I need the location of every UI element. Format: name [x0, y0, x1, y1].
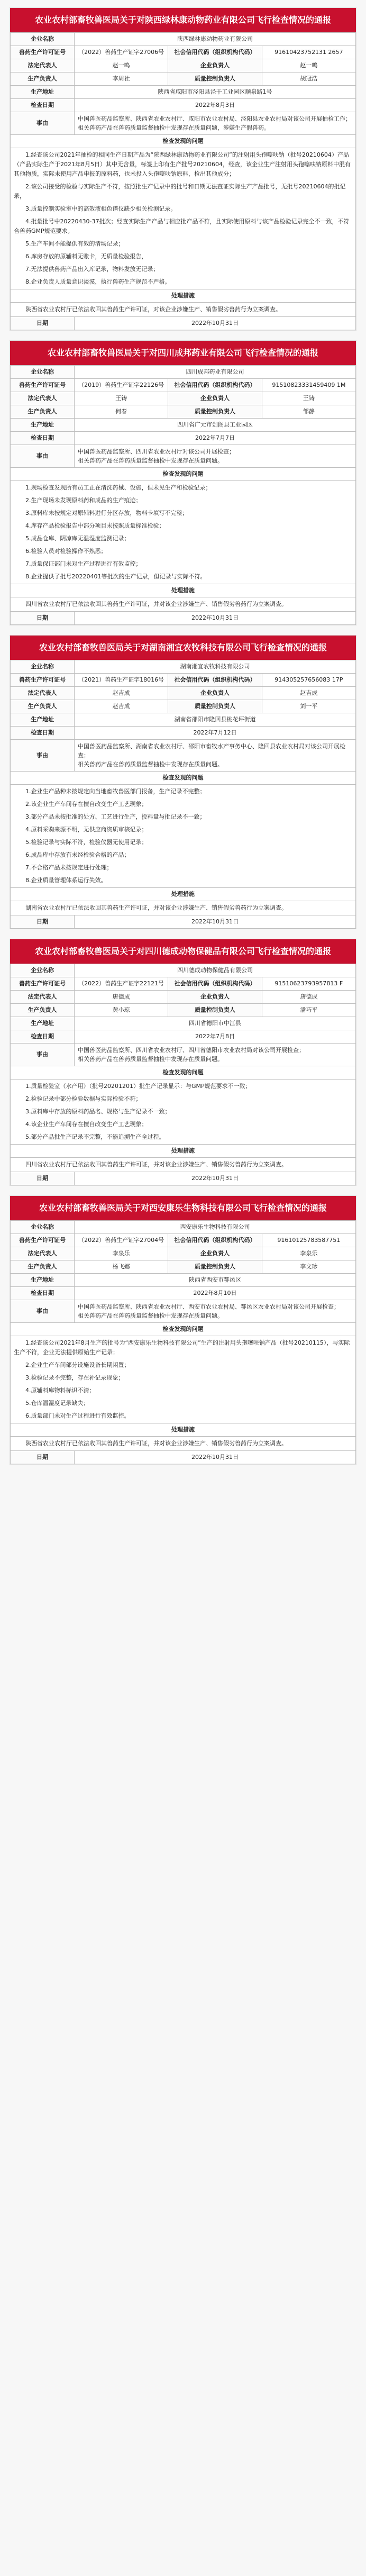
label-address: 生产地址 [11, 1017, 75, 1030]
credit-code: 91610125783587751 [262, 1234, 355, 1247]
reason [75, 1044, 356, 1066]
table-row [11, 1274, 356, 1287]
table-row [11, 1300, 356, 1323]
enterprise-head: 王铸 [262, 392, 355, 405]
label-reason: 事由 [11, 1044, 75, 1066]
label-credit: 社会信用代码（组织机构代码） [168, 977, 262, 991]
label-reason: 事由 [11, 740, 75, 772]
findings-body [11, 785, 356, 888]
report-card [10, 635, 356, 929]
label-reason: 事由 [11, 445, 75, 468]
table-row [11, 1437, 356, 1451]
qc-head: 刘一平 [262, 700, 355, 713]
check-date: 2022年7月8日 [75, 1030, 356, 1044]
table-row [11, 432, 356, 445]
enterprise-head: 李泉乐 [262, 1247, 355, 1260]
credit-code: 91610423752131 2657 [262, 46, 355, 59]
table-row [11, 481, 356, 584]
report-table [10, 365, 356, 625]
label-credit: 社会信用代码（组织机构代码） [168, 379, 262, 392]
label-enterprise-head: 企业负责人 [168, 687, 262, 700]
label-qc-head: 质量控制负责人 [168, 1004, 262, 1017]
qc-head: 潘巧平 [262, 1004, 355, 1017]
table-row [11, 977, 356, 991]
finding-item: 6.检验人员对检验操作不熟悉； [25, 548, 107, 555]
handling-text: 四川省农业农村厅已依法收回其兽药生产许可证，并对该企业涉嫌生产、销售假劣兽药行为立案调查。 [25, 601, 287, 607]
table-row [11, 379, 356, 392]
findings-header: 检查发现的问题 [11, 135, 356, 148]
address: 陕西省西安市鄠邑区 [75, 1274, 356, 1287]
table-row [11, 1260, 356, 1274]
credit-code: 91510623793957813 F [262, 977, 355, 991]
label-company: 企业名称 [11, 964, 75, 977]
table-row [11, 700, 356, 713]
legal-rep: 唐德成 [75, 991, 168, 1004]
finding-item: 3.原料库未按规定对原辅料进行分区存放，物料卡填写不完整； [25, 510, 188, 516]
table-row [11, 612, 356, 625]
credit-code: 91510823331459409 1M [262, 379, 355, 392]
company-name: 湖南湘宜农牧科技有限公司 [75, 660, 356, 674]
report-date: 2022年10月31日 [75, 915, 356, 929]
finding-item: 7.不合格产品未按规定进行处理； [25, 864, 113, 871]
table-row [11, 148, 356, 289]
label-enterprise-head: 企业负责人 [168, 991, 262, 1004]
label-qc-head: 质量控制负责人 [168, 1260, 262, 1274]
label-company: 企业名称 [11, 1221, 75, 1234]
label-company: 企业名称 [11, 660, 75, 674]
table-row [11, 1221, 356, 1234]
table-row [11, 1323, 356, 1336]
table-row [11, 1423, 356, 1437]
label-date: 日期 [11, 915, 75, 929]
handling-body [11, 1158, 356, 1172]
finding-item: 6.库房存放的原辅料无账卡，无质量检验报告， [25, 253, 148, 260]
finding-item: 2.检验记录中部分检验数据与实际检验不符； [25, 1095, 142, 1102]
table-row [11, 59, 356, 72]
table-row [11, 713, 356, 727]
label-permit: 兽药生产许可证号 [11, 674, 75, 687]
handling-header: 处理措施 [11, 1145, 356, 1158]
findings-body [11, 481, 356, 584]
label-address: 生产地址 [11, 419, 75, 432]
finding-item: 8.企业提供了批号20220401等批次的生产记录，但记录与实际不符。 [25, 573, 206, 580]
table-row [11, 289, 356, 303]
findings-body [11, 1336, 356, 1423]
table-row [11, 33, 356, 46]
table-row [11, 468, 356, 481]
label-address: 生产地址 [11, 86, 75, 99]
report-title: 农业农村部畜牧兽医局关于对四川德成动物保健品有限公司飞行检查情况的通报 [10, 939, 356, 964]
handling-text: 湖南省农业农村厅已依法收回其兽药生产许可证，并对该企业涉嫌生产、销售假劣兽药行为立案调查。 [25, 904, 287, 911]
finding-item: 6.质量部门未对生产过程进行有效监控。 [25, 1412, 130, 1419]
finding-item: 5.检验记录与实际不符，检验仪器无使用记录； [25, 839, 148, 846]
table-row [11, 392, 356, 405]
check-date: 2022年8月3日 [75, 99, 356, 112]
report-table [10, 660, 356, 929]
table-row [11, 915, 356, 929]
finding-item: 4.该企业生产车间存在擅自改变生产工艺现象； [25, 1121, 148, 1128]
label-qc-head: 质量控制负责人 [168, 405, 262, 419]
finding-item: 4.原辅料库物料标识不清； [25, 1387, 95, 1394]
legal-rep: 李泉乐 [75, 1247, 168, 1260]
handling-header: 处理措施 [11, 1423, 356, 1437]
reason-line: 相关兽药产品在兽药质量监督抽检中发现存在质量问题。 [78, 457, 223, 464]
label-reason: 事由 [11, 112, 75, 135]
credit-code: 914305257656083 17P [262, 674, 355, 687]
table-row [11, 135, 356, 148]
table-row [11, 405, 356, 419]
report-card [10, 7, 356, 331]
reason-line: 相关兽药产品在兽药质量监督抽检中发现存在质量问题。 [78, 1056, 223, 1063]
reason-line: 相关兽药产品在兽药质量监督抽检中发现存在质量问题，涉嫌生产假兽药。 [78, 124, 270, 131]
label-check-date: 检查日期 [11, 432, 75, 445]
finding-item: 4.原料采购来源不明，无供应商资质审核记录； [25, 826, 148, 833]
finding-item: 2.该企业生产车间存在擅自改变生产工艺现象； [25, 801, 148, 808]
legal-rep: 赵一鸣 [75, 59, 168, 72]
finding-item: 7.无法提供兽药产品出入库记录，物料发放无记录； [25, 266, 159, 273]
table-row [11, 303, 356, 317]
label-production-head: 生产负责人 [11, 1260, 75, 1274]
reason-line: 中国兽医药品监察所、湖南省农业农村厅、邵阳市畜牧水产事务中心、隆回县农业农村局对该公司开展检查； [78, 743, 345, 759]
table-row [11, 687, 356, 700]
label-legal-rep: 法定代表人 [11, 1247, 75, 1260]
table-row [11, 1172, 356, 1185]
report-card [10, 939, 356, 1186]
report-date: 2022年10月31日 [75, 1451, 356, 1464]
permit-no: （2022）兽药生产证字27006号 [75, 46, 168, 59]
label-credit: 社会信用代码（组织机构代码） [168, 674, 262, 687]
reason [75, 445, 356, 468]
table-row [11, 991, 356, 1004]
table-row [11, 674, 356, 687]
table-row [11, 112, 356, 135]
table-row [11, 1451, 356, 1464]
finding-item: 5.成品仓库、阴凉库无温湿度监测记录； [25, 535, 130, 542]
table-row [11, 1287, 356, 1300]
check-date: 2022年8月10日 [75, 1287, 356, 1300]
table-row [11, 1145, 356, 1158]
permit-no: （2022）兽药生产证字27004号 [75, 1234, 168, 1247]
enterprise-head: 唐德成 [262, 991, 355, 1004]
company-name: 四川德成动物保健品有限公司 [75, 964, 356, 977]
label-legal-rep: 法定代表人 [11, 59, 75, 72]
permit-no: （2019）兽药生产证字22126号 [75, 379, 168, 392]
table-row [11, 366, 356, 379]
table-row [11, 1080, 356, 1145]
label-reason: 事由 [11, 1300, 75, 1323]
reason [75, 1300, 356, 1323]
report-title: 农业农村部畜牧兽医局关于对西安康乐生物科技有限公司飞行检查情况的通报 [10, 1196, 356, 1220]
finding-item: 2.该公司接受的检验与实际生产不符，按照批生产记录中的批号和日期无法查证实际生产产品批号，无批号20210604的批记录， [14, 183, 346, 199]
table-row [11, 772, 356, 785]
report-table [10, 964, 356, 1185]
table-row [11, 1017, 356, 1030]
finding-item: 1.现场检查发现所有员工正在清洗药械、设施，但未见生产和检验记录； [25, 484, 212, 491]
reason-line: 相关兽药产品在兽药质量监督抽检中发现存在质量问题。 [78, 761, 223, 768]
production-head: 赵吉成 [75, 700, 168, 713]
finding-item: 4.库存产品检验报告中部分项目未按照质量标准检验； [25, 522, 165, 529]
table-row [11, 445, 356, 468]
legal-rep: 赵吉成 [75, 687, 168, 700]
table-row [11, 785, 356, 888]
table-row [11, 86, 356, 99]
table-row [11, 46, 356, 59]
reason-line: 中国兽医药品监察所、陕西省农业农村厅、咸阳市农业农村局、泾阳县农业农村局对该公司开展抽检工作； [78, 115, 351, 122]
handling-text: 陕西省农业农村厅已依法收回其兽药生产许可证，并对该企业涉嫌生产、销售假劣兽药行为立案调查。 [25, 1440, 287, 1447]
table-row [11, 419, 356, 432]
findings-header: 检查发现的问题 [11, 1323, 356, 1336]
findings-body [11, 148, 356, 289]
permit-no: （2022）兽药生产证字22121号 [75, 977, 168, 991]
handling-header: 处理措施 [11, 289, 356, 303]
report-title: 农业农村部畜牧兽医局关于对湖南湘宜农牧科技有限公司飞行检查情况的通报 [10, 636, 356, 660]
finding-item: 3.检验记录不完整，存在补记录现象； [25, 1374, 124, 1381]
label-enterprise-head: 企业负责人 [168, 59, 262, 72]
table-row [11, 584, 356, 597]
label-permit: 兽药生产许可证号 [11, 977, 75, 991]
handling-header: 处理措施 [11, 888, 356, 901]
label-company: 企业名称 [11, 33, 75, 46]
table-row [11, 888, 356, 901]
company-name: 陕西绿林康动物药业有限公司 [75, 33, 356, 46]
qc-head: 李文珍 [262, 1260, 355, 1274]
label-date: 日期 [11, 1451, 75, 1464]
label-check-date: 检查日期 [11, 1030, 75, 1044]
production-head: 黄小琼 [75, 1004, 168, 1017]
label-qc-head: 质量控制负责人 [168, 700, 262, 713]
table-row [11, 1030, 356, 1044]
label-address: 生产地址 [11, 1274, 75, 1287]
label-production-head: 生产负责人 [11, 72, 75, 86]
reason-line: 中国兽医药品监察所、四川省农业农村厅、四川省德阳市农业农村局对该公司开展检查； [78, 1047, 305, 1054]
table-row [11, 597, 356, 612]
handling-text: 四川省农业农村厅已依法收回其兽药生产许可证，并对该企业涉嫌生产、销售假劣兽药行为立案调查。 [25, 1161, 287, 1168]
table-row [11, 901, 356, 915]
finding-item: 5.部分产品批生产记录不完整，不能追溯生产全过程。 [25, 1133, 165, 1140]
finding-item: 7.质量保证部门未对生产过程进行有效监控； [25, 560, 142, 567]
report-table [10, 1220, 356, 1464]
table-row [11, 1004, 356, 1017]
production-head: 李周社 [75, 72, 168, 86]
handling-body [11, 1437, 356, 1451]
label-credit: 社会信用代码（组织机构代码） [168, 46, 262, 59]
label-check-date: 检查日期 [11, 727, 75, 740]
finding-item: 1.经查该公司2021年8月生产的批号为“西安康乐生物科技有限公司”生产的注射用头孢噻呋钠产品（批号20210115），与实际生产不符，企业无法提供原始生产记录； [14, 1339, 350, 1356]
findings-header: 检查发现的问题 [11, 468, 356, 481]
finding-item: 3.部分产品未按批准的处方、工艺进行生产，投料量与批记录不一致； [25, 813, 206, 820]
finding-item: 6.成品库中存放有未经检验合格的产品； [25, 851, 130, 858]
table-row [11, 1044, 356, 1066]
handling-body [11, 303, 356, 317]
finding-item: 3.原料库中存放的原料药品名、规格与生产记录不一致； [25, 1108, 171, 1115]
label-address: 生产地址 [11, 713, 75, 727]
handling-body [11, 597, 356, 612]
finding-item: 8.企业负责人质量意识淡漠，执行兽药生产规范不严格。 [25, 278, 171, 285]
enterprise-head: 赵吉成 [262, 687, 355, 700]
report-date: 2022年10月31日 [75, 612, 356, 625]
reason-line: 中国兽医药品监察所、四川省农业农村厅对该公司开展检查； [78, 448, 235, 455]
handling-header: 处理措施 [11, 584, 356, 597]
label-date: 日期 [11, 317, 75, 330]
reason [75, 740, 356, 772]
finding-item: 1.企业生产品种未按规定向当地畜牧兽医部门报备，生产记录不完整； [25, 788, 206, 795]
label-company: 企业名称 [11, 366, 75, 379]
report-title: 农业农村部畜牧兽医局关于对陕西绿林康动物药业有限公司飞行检查情况的通报 [10, 8, 356, 32]
address: 四川省广元市剑阁县工业园区 [75, 419, 356, 432]
check-date: 2022年7月12日 [75, 727, 356, 740]
label-legal-rep: 法定代表人 [11, 392, 75, 405]
permit-no: （2021）兽药生产证字18016号 [75, 674, 168, 687]
label-permit: 兽药生产许可证号 [11, 46, 75, 59]
report-table [10, 32, 356, 330]
label-check-date: 检查日期 [11, 99, 75, 112]
finding-item: 1.质量检验室（水产用）（批号20201201）批生产记录显示：与GMP规范要求不一致； [25, 1083, 251, 1090]
label-legal-rep: 法定代表人 [11, 687, 75, 700]
label-production-head: 生产负责人 [11, 700, 75, 713]
report-title: 农业农村部畜牧兽医局关于对四川成邦药业有限公司飞行检查情况的通报 [10, 341, 356, 365]
report-date: 2022年10月31日 [75, 1172, 356, 1185]
qc-head: 邹静 [262, 405, 355, 419]
table-row [11, 1336, 356, 1423]
table-row [11, 317, 356, 330]
finding-item: 2.企业生产车间部分设施设备长期闲置； [25, 1362, 130, 1368]
findings-header: 检查发现的问题 [11, 772, 356, 785]
finding-item: 1.经查该公司2021年抽检的相同生产日期产品为“陕西绿林康动物药业有限公司”的注射用头孢噻呋钠（批号20210604）产品（产品实际生产于2021年8月5日）其中无含量，标签上印有生产批号20210604，经查，该企业生产注射用头孢噻呋钠原料中混有其他物质，实际未使用产品申报的原料药，也未投入头孢噻呋钠原料，检出其他成分； [14, 151, 351, 177]
label-production-head: 生产负责人 [11, 1004, 75, 1017]
table-row [11, 660, 356, 674]
reason-line: 中国兽医药品监察所、陕西省农业农村厅、西安市农业农村局、鄠邑区农业农村局对该公司开展检查； [78, 1303, 340, 1310]
findings-body [11, 1080, 356, 1145]
report-date: 2022年10月31日 [75, 317, 356, 330]
label-enterprise-head: 企业负责人 [168, 392, 262, 405]
table-row [11, 1234, 356, 1247]
address: 四川省德阳市中江县 [75, 1017, 356, 1030]
label-permit: 兽药生产许可证号 [11, 1234, 75, 1247]
label-permit: 兽药生产许可证号 [11, 379, 75, 392]
label-legal-rep: 法定代表人 [11, 991, 75, 1004]
report-card [10, 1195, 356, 1465]
legal-rep: 王铸 [75, 392, 168, 405]
production-head: 杨飞娜 [75, 1260, 168, 1274]
label-production-head: 生产负责人 [11, 405, 75, 419]
report-card [10, 340, 356, 625]
enterprise-head: 赵一鸣 [262, 59, 355, 72]
company-name: 西安康乐生物科技有限公司 [75, 1221, 356, 1234]
finding-item: 5.仓库温湿度记录缺失； [25, 1400, 89, 1407]
address: 陕西省咸阳市泾阳县泾干工业园区顺泉路1号 [75, 86, 356, 99]
reason-line: 相关兽药产品在兽药质量监督抽检中发现存在质量问题。 [78, 1312, 223, 1319]
finding-item: 4.批量批号中20220430-37批次；经查实际生产产品与相应批产品不符，且实际使用原料与该产品检验记录完全不一致，不符合兽药GMP规范要求。 [14, 218, 350, 234]
check-date: 2022年7月7日 [75, 432, 356, 445]
finding-item: 8.企业质量管理体系运行失效。 [25, 877, 107, 884]
label-credit: 社会信用代码（组织机构代码） [168, 1234, 262, 1247]
handling-body [11, 901, 356, 915]
label-date: 日期 [11, 1172, 75, 1185]
reason [75, 112, 356, 135]
label-date: 日期 [11, 612, 75, 625]
finding-item: 3.质量控制实验室中的高效液相色谱仪缺少相关检测记录。 [25, 205, 177, 212]
handling-text: 陕西省农业农村厅已依法收回其兽药生产许可证，对该企业涉嫌生产、销售假劣兽药行为立案调查。 [25, 306, 281, 313]
finding-item: 2.生产现场未发现原料药和成品的生产痕迹； [25, 497, 142, 504]
findings-header: 检查发现的问题 [11, 1066, 356, 1080]
address: 湖南省邵阳市隆回县桃花坪街道 [75, 713, 356, 727]
table-row [11, 99, 356, 112]
table-row [11, 740, 356, 772]
label-enterprise-head: 企业负责人 [168, 1247, 262, 1260]
qc-head: 胡冠浩 [262, 72, 355, 86]
label-check-date: 检查日期 [11, 1287, 75, 1300]
production-head: 何春 [75, 405, 168, 419]
finding-item: 5.生产车间不能提供有效的清场记录； [25, 240, 124, 247]
table-row [11, 1158, 356, 1172]
table-row [11, 72, 356, 86]
table-row [11, 1066, 356, 1080]
company-name: 四川成邦药业有限公司 [75, 366, 356, 379]
table-row [11, 727, 356, 740]
table-row [11, 1247, 356, 1260]
table-row [11, 964, 356, 977]
label-qc-head: 质量控制负责人 [168, 72, 262, 86]
